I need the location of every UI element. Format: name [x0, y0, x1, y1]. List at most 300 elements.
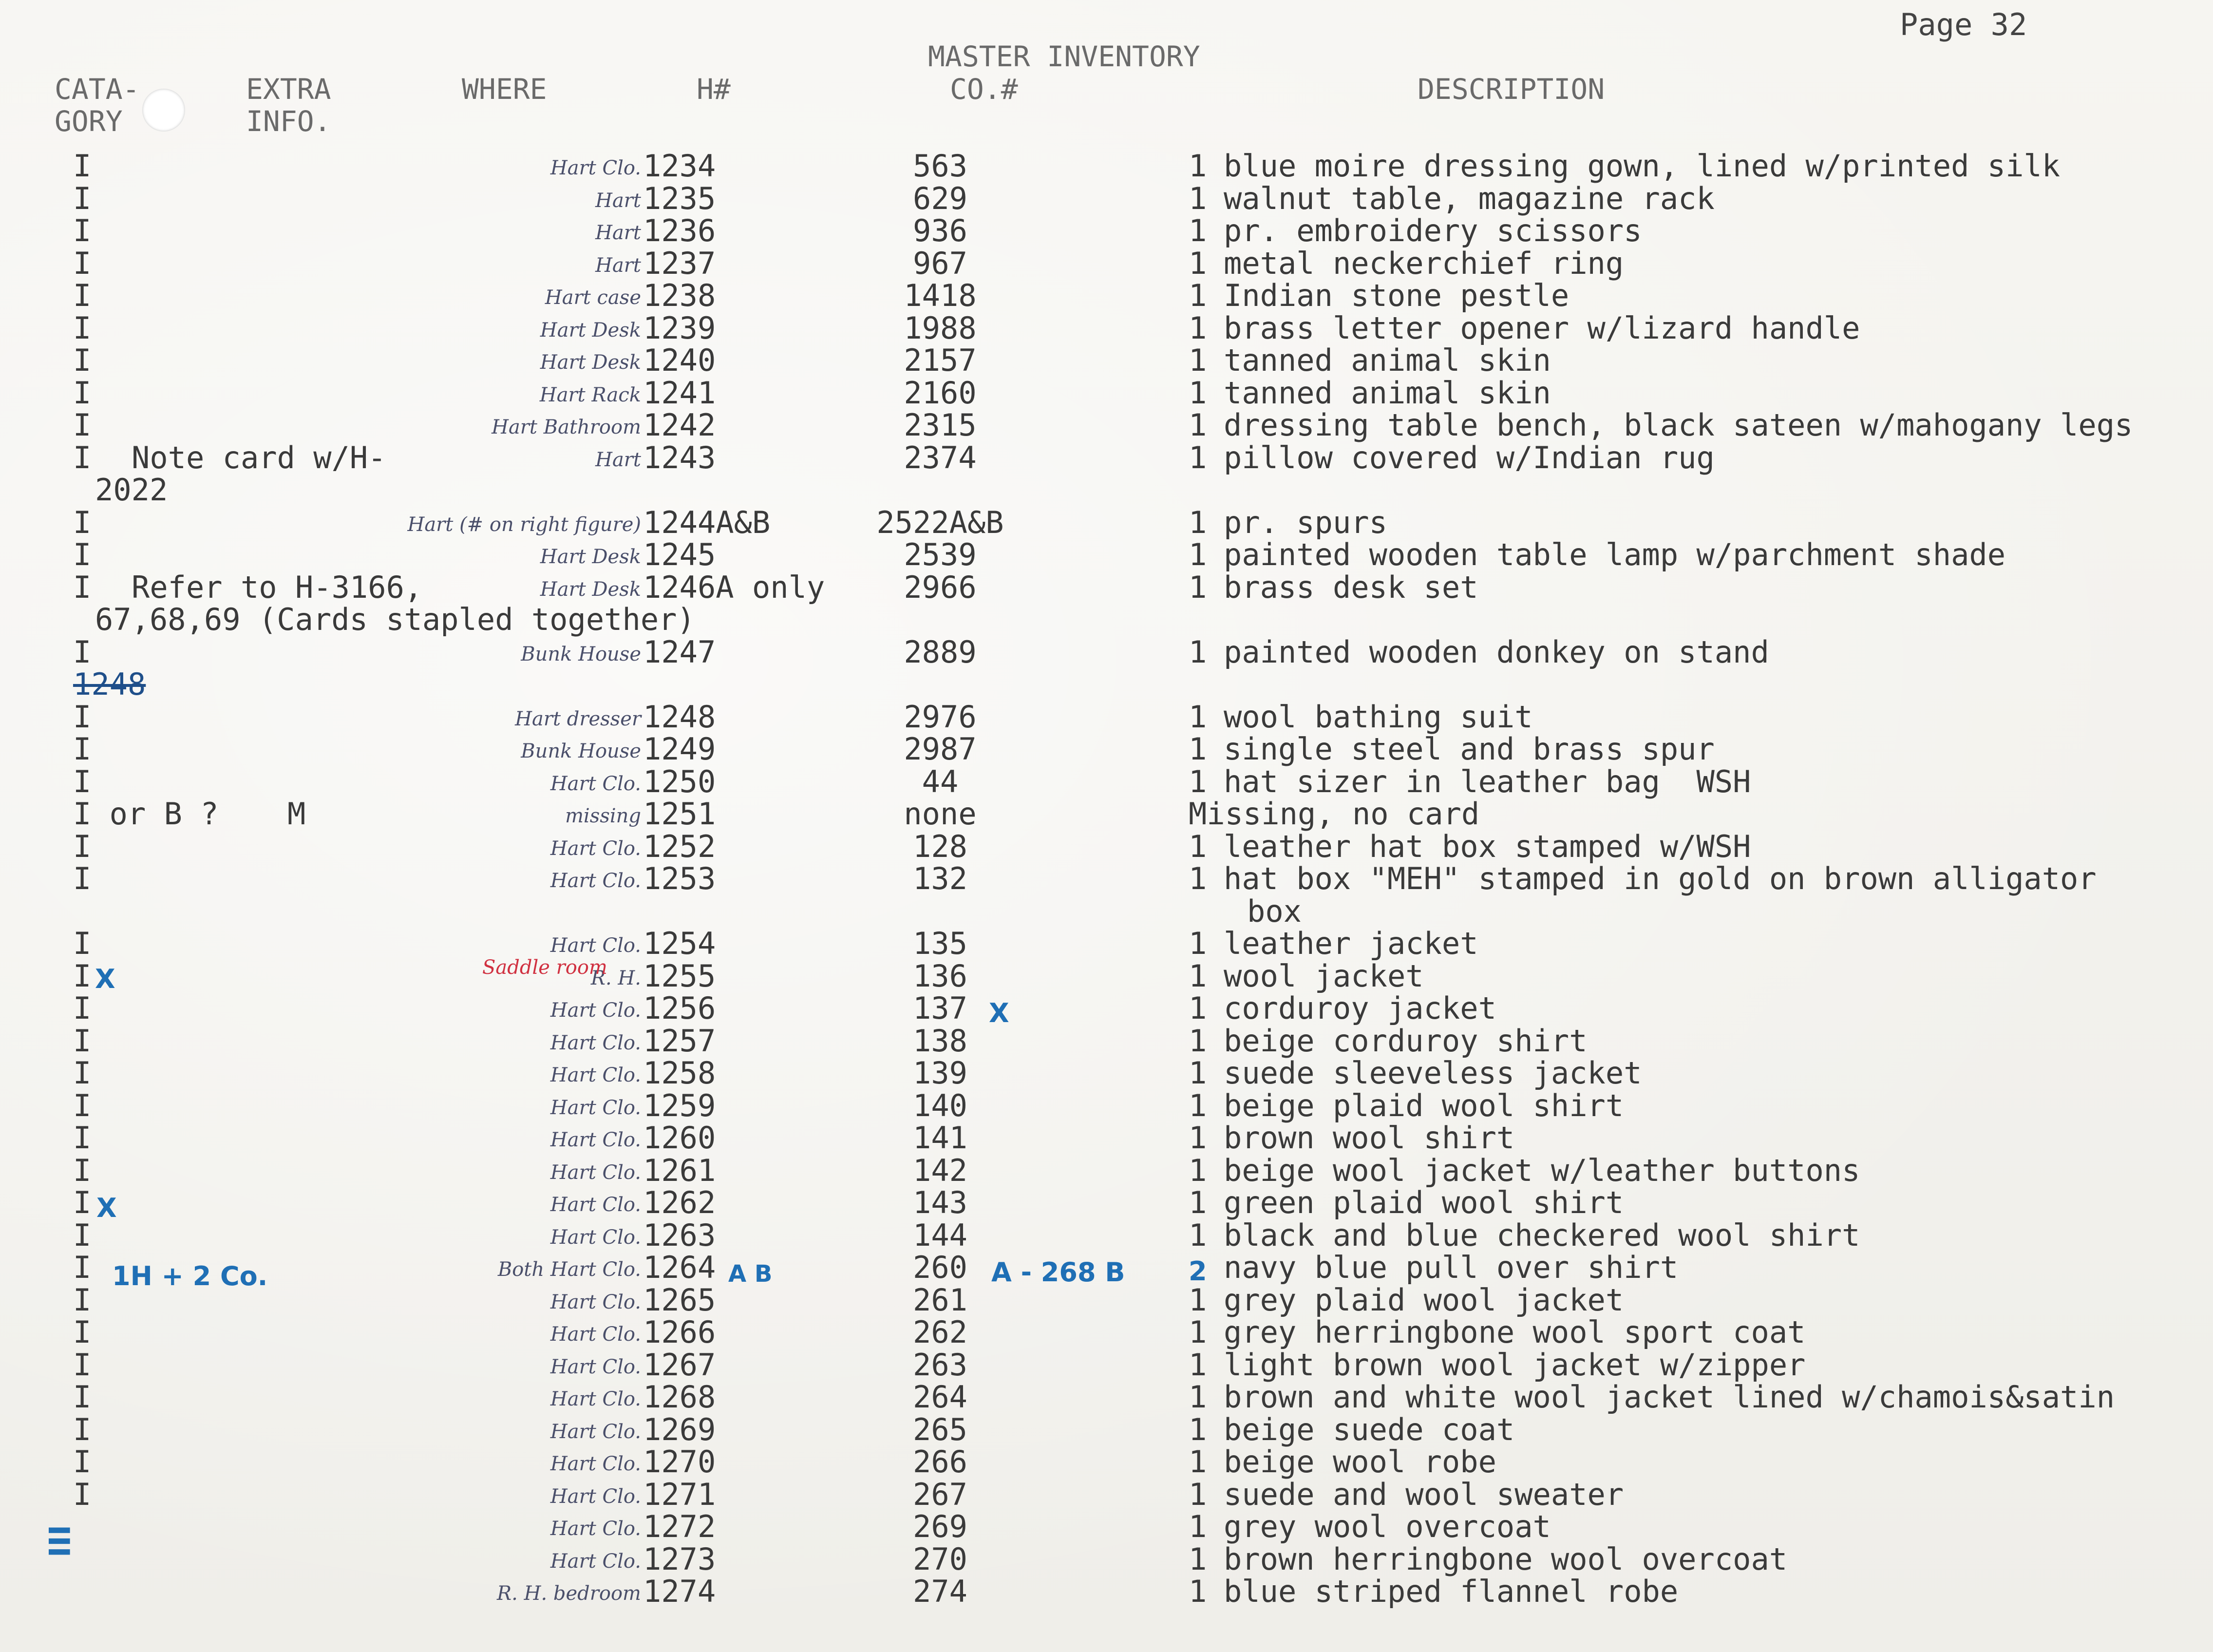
quantity-cell: 1 [1189, 504, 1207, 540]
table-row [0, 895, 2213, 928]
table-row [0, 1122, 2213, 1154]
h-number-cell: 1241 [643, 375, 716, 411]
co-number-cell: 137 [913, 990, 967, 1026]
category-cell: I [73, 861, 92, 896]
category-cell: I [73, 1023, 92, 1059]
description-cell: corduroy jacket [1224, 990, 1496, 1026]
h-number-cell: 1236 [643, 213, 716, 248]
location-cell: Hart Clo. [550, 870, 641, 892]
category-cell: I [73, 148, 92, 184]
cat-mark-1272: III [41, 1525, 76, 1557]
quantity-cell: 1 [1189, 1411, 1207, 1447]
category-cell: I [73, 1250, 92, 1285]
description-cell: beige wool jacket w/leather buttons [1224, 1152, 1860, 1188]
co-number-cell: 2522A&B [876, 504, 1004, 540]
table-row [0, 828, 2213, 864]
description-cell: brass letter opener w/lizard handle [1224, 310, 1860, 346]
description-cell: brass desk set [1224, 569, 1478, 605]
table-row [0, 215, 2213, 247]
table-row [0, 150, 2213, 182]
category-cell: I [73, 1379, 92, 1415]
description-cell: painted wooden table lamp w/parchment shade [1224, 537, 2006, 572]
quantity-cell: 1 [1189, 1120, 1207, 1156]
description-cell: beige plaid wool shirt [1224, 1087, 1624, 1123]
co-number-cell: 262 [913, 1314, 967, 1350]
category-cell: I [73, 407, 92, 443]
description-cell: brown and white wool jacket lined w/chamois&satin [1224, 1379, 2115, 1415]
quantity-cell: 1 [1189, 1087, 1207, 1123]
location-cell: Hart [595, 222, 641, 244]
co-number-cell: 2987 [904, 731, 977, 767]
co-number-cell: 44 [922, 763, 959, 799]
co-number-cell: 2966 [904, 569, 977, 605]
table-row [0, 280, 2213, 312]
table-row [0, 439, 2213, 475]
h-number-cell: 1262 [643, 1185, 716, 1220]
h-number-cell: 1253 [643, 861, 716, 896]
location-cell: Hart Clo. [550, 1291, 641, 1313]
quantity-cell: 1 [1189, 1379, 1207, 1415]
description-cell: dressing table bench, black sateen w/mahogany legs [1224, 407, 2133, 443]
description-cell: suede and wool sweater [1224, 1476, 1624, 1512]
co-number-cell: 140 [913, 1087, 967, 1123]
header-where: WHERE [462, 73, 547, 106]
category-cell: I [73, 1347, 92, 1383]
h-number-cell: 1269 [643, 1411, 716, 1447]
location-cell: Hart Desk [540, 319, 641, 342]
description-cell: wool bathing suit [1224, 699, 1533, 735]
table-row [0, 1152, 2213, 1188]
extra-info-cell: M [287, 796, 306, 832]
co-number-cell: 142 [913, 1152, 967, 1188]
quantity-cell: 1 [1189, 537, 1207, 572]
category-cell: I [73, 1152, 92, 1188]
category-cell: I [73, 439, 92, 475]
location-cell: Hart [595, 254, 641, 277]
co-number-cell: 267 [913, 1476, 967, 1512]
quantity-cell: 1 [1189, 990, 1207, 1026]
location-cell: Hart Clo. [550, 157, 641, 179]
h-number-cell: 1254 [643, 926, 716, 961]
category-cell: I [73, 958, 92, 994]
quantity-cell: 1 [1189, 1541, 1207, 1577]
location-cell: Hart [595, 189, 641, 212]
location-cell: Hart Clo. [550, 1031, 641, 1054]
location-cell: Hart Clo. [550, 1485, 641, 1508]
co-number-cell: 266 [913, 1444, 967, 1480]
quantity-cell: 1 [1189, 439, 1207, 475]
co-number-cell: none [904, 796, 977, 832]
location-cell: Hart Clo. [550, 1420, 641, 1443]
category-cell: I [73, 569, 92, 605]
h-number-cell: 1239 [643, 310, 716, 346]
punch-hole [142, 89, 185, 132]
quantity-cell: 1 [1189, 569, 1207, 605]
category-cell: I [73, 1217, 92, 1253]
table-row [0, 928, 2213, 960]
co-number-cell: 265 [913, 1411, 967, 1447]
cat-mark-1255: X [95, 964, 115, 994]
table-row [0, 1057, 2213, 1089]
co-number-cell: 260 [913, 1250, 967, 1285]
category-cell: I [73, 1444, 92, 1480]
h-number-cell: 1245 [643, 537, 716, 572]
category-cell: I [73, 1476, 92, 1512]
category-cell: I [73, 245, 92, 281]
location-cell: Hart Clo. [550, 1194, 641, 1216]
description-cell: leather jacket [1224, 926, 1478, 961]
quantity-cell: 1 [1189, 958, 1207, 994]
h-number-cell: 1243 [643, 439, 716, 475]
co-number-cell: 2976 [904, 699, 977, 735]
location-cell: Hart Clo. [550, 1323, 641, 1346]
table-row [0, 409, 2213, 441]
description-cell: green plaid wool shirt [1224, 1185, 1624, 1220]
h-number-cell: 1252 [643, 828, 716, 864]
category-cell: I or B ? [73, 796, 219, 832]
table-row [0, 1316, 2213, 1348]
h-number-cell: 1265 [643, 1282, 716, 1318]
h-number-cell: 1242 [643, 407, 716, 443]
category-cell: I [73, 180, 92, 216]
description-cell: grey plaid wool jacket [1224, 1282, 1624, 1318]
table-row [0, 1511, 2213, 1543]
h-number-cell: 1249 [643, 731, 716, 767]
description-cell: black and blue checkered wool shirt [1224, 1217, 1860, 1253]
table-row [0, 1187, 2213, 1219]
extra-info-cell: Refer to H-3166, [132, 569, 423, 605]
co-number-cell: 141 [913, 1120, 967, 1156]
quantity-cell: 1 [1189, 180, 1207, 216]
table-row [0, 863, 2213, 895]
location-cell: Bunk House [521, 740, 641, 762]
table-row [0, 312, 2213, 344]
co-number-cell: 1418 [904, 278, 977, 313]
description-cell: wool jacket [1224, 958, 1424, 994]
quantity-cell: 1 [1189, 828, 1207, 864]
h-number-cell: 1256 [643, 990, 716, 1026]
location-cell: Hart dresser [515, 707, 641, 730]
table-row [0, 636, 2213, 668]
co-number-cell: 264 [913, 1379, 967, 1415]
location-cell: Hart Clo. [550, 1226, 641, 1249]
quantity-cell: 1 [1189, 278, 1207, 313]
h-number-cell: 1251 [643, 796, 716, 832]
h-number-cell: 1268 [643, 1379, 716, 1415]
co-number-cell: 261 [913, 1282, 967, 1318]
quantity-cell: 1 [1189, 926, 1207, 961]
page-title: MASTER INVENTORY [928, 40, 1200, 73]
h-number-cell: 1263 [643, 1217, 716, 1253]
description-cell: blue striped flannel robe [1224, 1574, 1679, 1609]
location-cell: Hart Clo. [550, 934, 641, 957]
h-number-cell: 1246A only [643, 569, 825, 605]
description-cell: walnut table, magazine rack [1224, 180, 1715, 216]
quantity-cell: 1 [1189, 213, 1207, 248]
h-number-cell: 1240 [643, 342, 716, 378]
quantity-cell: 1 [1189, 245, 1207, 281]
quantity-cell: 1 [1189, 1444, 1207, 1480]
co-number-cell: 2315 [904, 407, 977, 443]
category-cell: I [73, 1185, 92, 1220]
extra-info-cell: Note card w/H- [132, 439, 386, 475]
h-number-cell: 1271 [643, 1476, 716, 1512]
qty-note-1264: 2 [1189, 1256, 1207, 1287]
h-number-cell: 1235 [643, 180, 716, 216]
category-cell: I [73, 278, 92, 313]
table-row [0, 992, 2213, 1025]
description-cell: pr. spurs [1224, 504, 1387, 540]
category-cell: I [73, 699, 92, 735]
description-cell: leather hat box stamped w/WSH [1224, 828, 1751, 864]
table-row [0, 763, 2213, 799]
location-cell: R. H. bedroom [497, 1582, 641, 1605]
extra-info-cell: 67,68,69 (Cards stapled together) [95, 602, 695, 637]
description-cell: light brown wool jacket w/zipper [1224, 1347, 1806, 1383]
h-number-cell: 1234 [643, 148, 716, 184]
description-cell: Missing, no card [1189, 796, 1480, 832]
description-cell: blue moire dressing gown, lined w/printed silk [1224, 148, 2061, 184]
location-cell: Hart Desk [540, 578, 641, 601]
table-row [0, 247, 2213, 280]
location-cell: Hart (# on right figure) [407, 513, 641, 536]
location-cell: Hart Rack [539, 383, 641, 406]
location-cell: R. H. [590, 967, 641, 989]
h-number-cell: 1250 [643, 763, 716, 799]
table-row [0, 344, 2213, 377]
co-number-cell: 274 [913, 1574, 967, 1609]
table-row [0, 604, 2213, 636]
quantity-cell: 1 [1189, 1282, 1207, 1318]
co-number-cell: 2539 [904, 537, 977, 572]
quantity-cell: 1 [1189, 1217, 1207, 1253]
category-cell: I [73, 828, 92, 864]
co-number-cell: 2374 [904, 439, 977, 475]
location-cell: Hart Desk [540, 546, 641, 568]
h-number-cell: 1270 [643, 1444, 716, 1480]
table-row [0, 1087, 2213, 1123]
cat-mark-1262: X [96, 1193, 117, 1223]
category-cell: I [73, 213, 92, 248]
h-number-cell: 1274 [643, 1574, 716, 1609]
table-row [0, 668, 2213, 701]
category-cell: I [73, 926, 92, 961]
location-cell: Hart Clo. [550, 1064, 641, 1086]
h-number-cell: 1244A&B [643, 504, 771, 540]
description-cell: single steel and brass spur [1224, 731, 1715, 767]
location-cell: Hart Clo. [550, 1355, 641, 1378]
table-row [0, 1381, 2213, 1413]
quantity-cell: 1 [1189, 375, 1207, 411]
table-row [0, 733, 2213, 765]
header-description: DESCRIPTION [1418, 73, 1605, 106]
h-number-cell: 1257 [643, 1023, 716, 1059]
co-number-cell: 269 [913, 1509, 967, 1544]
h-suffix-1264: A B [728, 1260, 773, 1288]
extra-info-cell: 2022 [95, 472, 168, 508]
location-cell: Hart [595, 448, 641, 471]
category-cell: I [73, 763, 92, 799]
quantity-cell: 1 [1189, 407, 1207, 443]
co-number-cell: 132 [913, 861, 967, 896]
category-cell: I [73, 731, 92, 767]
location-cell: Hart Clo. [550, 1453, 641, 1475]
quantity-cell: 1 [1189, 634, 1207, 670]
h-number-cell: 1272 [643, 1509, 716, 1544]
description-cell: brown wool shirt [1224, 1120, 1515, 1156]
quantity-cell: 1 [1189, 1314, 1207, 1350]
table-row [0, 377, 2213, 409]
quantity-cell: 1 [1189, 1055, 1207, 1091]
co-mark-1256: X [989, 998, 1009, 1028]
category-cell: 1248 [73, 666, 146, 702]
location-cell: Hart Bathroom [492, 416, 641, 438]
co-number-cell: 563 [913, 148, 967, 184]
co-number-cell: 629 [913, 180, 967, 216]
description-cell: metal neckerchief ring [1224, 245, 1624, 281]
quantity-cell: 1 [1189, 1152, 1207, 1188]
co-number-cell: 139 [913, 1055, 967, 1091]
category-cell: I [73, 990, 92, 1026]
co-number-cell: 263 [913, 1347, 967, 1383]
co-number-cell: 128 [913, 828, 967, 864]
h-number-cell: 1255 [643, 958, 716, 994]
description-cell: painted wooden donkey on stand [1224, 634, 1769, 670]
location-cell: Hart Clo. [550, 1161, 641, 1184]
location-cell: Hart Clo. [550, 772, 641, 795]
location-cell: Hart Clo. [550, 837, 641, 860]
category-cell: I [73, 1087, 92, 1123]
quantity-cell: 1 [1189, 1509, 1207, 1544]
table-row [0, 1476, 2213, 1512]
location-cell: Both Hart Clo. [497, 1258, 641, 1281]
location-cell: Hart Clo. [550, 1518, 641, 1540]
description-cell: brown herringbone wool overcoat [1224, 1541, 1788, 1577]
location-cell: Hart case [545, 286, 641, 309]
table-row [0, 960, 2213, 992]
description-cell: tanned animal skin [1224, 342, 1551, 378]
quantity-cell: 1 [1189, 1347, 1207, 1383]
category-cell: I [73, 537, 92, 572]
table-row [0, 1411, 2213, 1447]
quantity-cell: 1 [1189, 1574, 1207, 1609]
description-cell: pillow covered w/Indian rug [1224, 439, 1715, 475]
description-cell: hat sizer in leather bag WSH [1224, 763, 1751, 799]
table-row [0, 571, 2213, 604]
quantity-cell: 1 [1189, 1476, 1207, 1512]
category-cell: I [73, 310, 92, 346]
quantity-cell: 1 [1189, 342, 1207, 378]
table-row [0, 539, 2213, 571]
category-cell: I [73, 504, 92, 540]
h-number-cell: 1247 [643, 634, 716, 670]
co-number-cell: 270 [913, 1541, 967, 1577]
table-row [0, 1576, 2213, 1608]
category-cell: I [73, 1282, 92, 1318]
extra-info-note-1264: 1H + 2 Co. [112, 1261, 268, 1291]
table-row [0, 1219, 2213, 1252]
h-number-cell: 1259 [643, 1087, 716, 1123]
location-cell: Hart Clo. [550, 1388, 641, 1410]
description-cell: beige corduroy shirt [1224, 1023, 1588, 1059]
location-cell: Bunk House [521, 643, 641, 665]
description-cell: pr. embroidery scissors [1224, 213, 1642, 248]
quantity-cell: 1 [1189, 731, 1207, 767]
table-row [0, 1543, 2213, 1576]
category-cell: I [73, 1055, 92, 1091]
description-cell: box [1247, 893, 1302, 929]
co-number-cell: 2157 [904, 342, 977, 378]
quantity-cell: 1 [1189, 699, 1207, 735]
description-cell: beige wool robe [1224, 1444, 1496, 1480]
co-suffix-1264: A - 268 B [991, 1257, 1125, 1288]
co-number-cell: 143 [913, 1185, 967, 1220]
h-number-cell: 1260 [643, 1120, 716, 1156]
location-cell: Hart Desk [540, 351, 641, 374]
category-cell: I [73, 342, 92, 378]
header-h-number: H# [697, 73, 731, 106]
location-cell: missing [565, 805, 641, 827]
table-row [0, 1284, 2213, 1316]
co-number-cell: 1988 [904, 310, 977, 346]
h-number-cell: 1258 [643, 1055, 716, 1091]
h-number-cell: 1238 [643, 278, 716, 313]
h-number-cell: 1237 [643, 245, 716, 281]
h-number-cell: 1267 [643, 1347, 716, 1383]
h-number-cell: 1273 [643, 1541, 716, 1577]
description-cell: grey wool overcoat [1224, 1509, 1551, 1544]
table-row [0, 1349, 2213, 1381]
table-row [0, 701, 2213, 733]
table-row [0, 474, 2213, 506]
category-cell: I [73, 1120, 92, 1156]
h-number-cell: 1248 [643, 699, 716, 735]
description-cell: grey herringbone wool sport coat [1224, 1314, 1806, 1350]
page-number: Page 32 [1900, 7, 2027, 42]
category-cell: I [73, 375, 92, 411]
co-number-cell: 936 [913, 213, 967, 248]
category-cell: I [73, 1314, 92, 1350]
co-number-cell: 135 [913, 926, 967, 961]
co-number-cell: 138 [913, 1023, 967, 1059]
table-row [0, 798, 2213, 830]
h-number-cell: 1266 [643, 1314, 716, 1350]
description-cell: suede sleeveless jacket [1224, 1055, 1642, 1091]
table-row [0, 504, 2213, 540]
header-category: CATA- GORY [55, 73, 140, 138]
co-number-cell: 2889 [904, 634, 977, 670]
quantity-cell: 1 [1189, 148, 1207, 184]
co-number-cell: 967 [913, 245, 967, 281]
description-cell: Indian stone pestle [1224, 278, 1570, 313]
category-cell: I [73, 1411, 92, 1447]
location-cell: Hart Clo. [550, 1129, 641, 1151]
description-cell: tanned animal skin [1224, 375, 1551, 411]
location-cell: Hart Clo. [550, 1550, 641, 1573]
table-row [0, 180, 2213, 216]
table-row [0, 1025, 2213, 1057]
header-extra-info: EXTRA INFO. [246, 73, 331, 138]
h-number-cell: 1261 [643, 1152, 716, 1188]
co-number-cell: 136 [913, 958, 967, 994]
description-cell: navy blue pull over shirt [1224, 1250, 1679, 1285]
quantity-cell: 1 [1189, 1185, 1207, 1220]
description-cell: beige suede coat [1224, 1411, 1515, 1447]
category-cell: I [73, 634, 92, 670]
struck-location-1255: Saddle room [482, 956, 607, 979]
description-cell: hat box "MEH" stamped in gold on brown alligator [1224, 861, 2097, 896]
quantity-cell: 1 [1189, 310, 1207, 346]
